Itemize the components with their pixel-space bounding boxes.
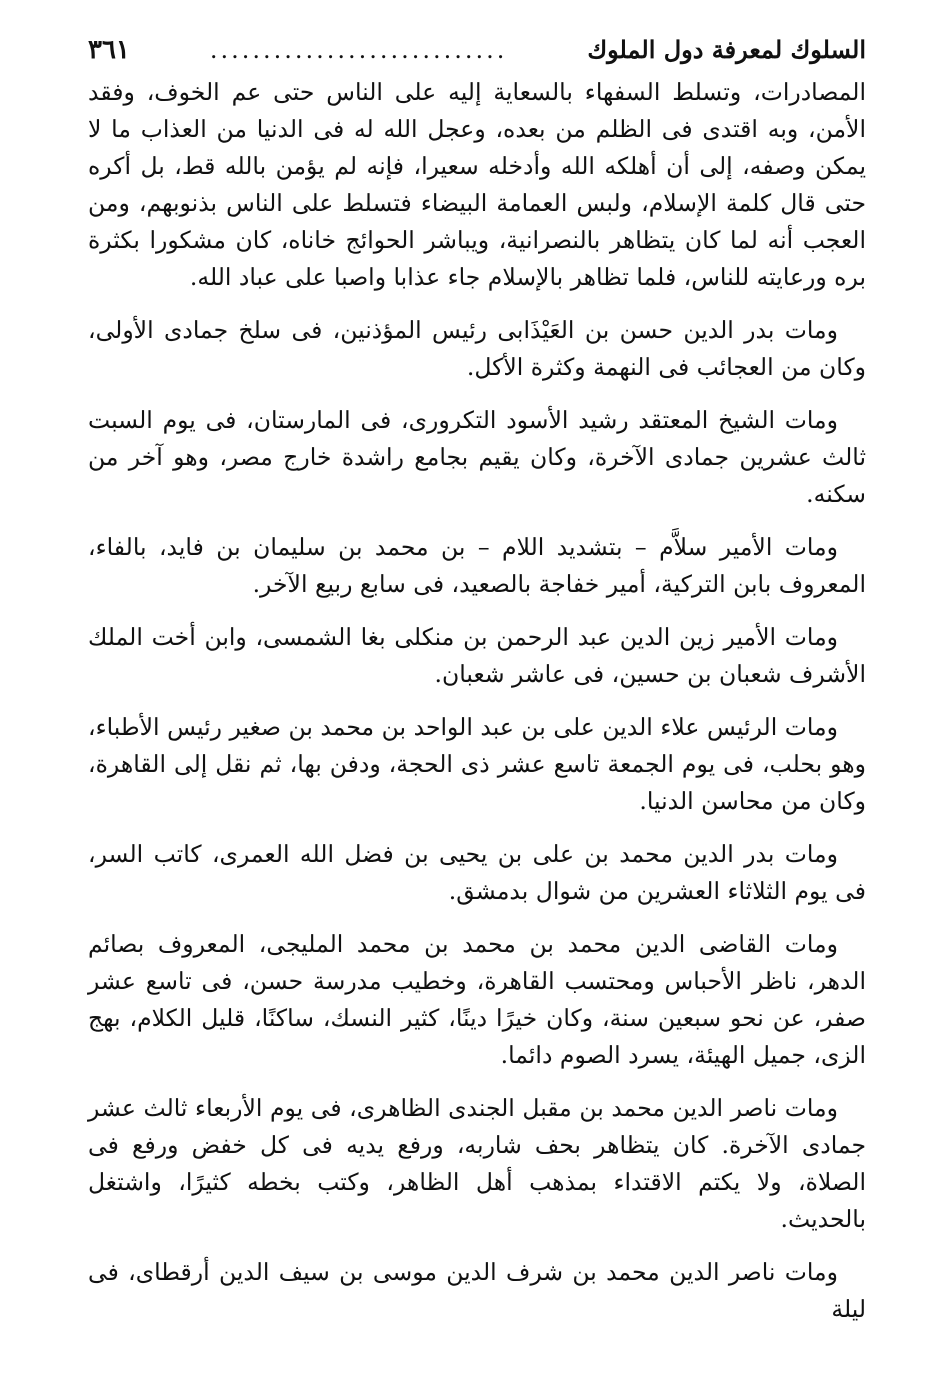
paragraph-obituary-nasir-muqbil: ومات ناصر الدين محمد بن مقبل الجندى الظاهرى، فى يوم الأربعاء ثالث عشر جمادى الآخرة. كان يتظاهر بحف شاربه، ورفع يديه فى كل خفض ورفع فى الصلاة، ولا يكتم الاقتداء بمذهب أهل الظاهر، وكتب بخطه كثيرًا، واشتغل بالحديث.: [88, 1094, 867, 1233]
paragraph-obituary-alaa: ومات الرئيس علاء الدين على بن عبد الواحد بن محمد بن صغير رئيس الأطباء، وهو بحلب، فى يوم الجمعة تاسع عشر ذى الحجة، ودفن بها، ثم نقل إلى القاهرة، وكان من محاسن الدنيا.: [88, 713, 866, 815]
book-page: [88, 28, 866, 1368]
paragraph-obituary-badr-muhammad: ومات بدر الدين محمد بن على بن يحيى بن فضل الله العمرى، كاتب السر، فى يوم الثلاثاء العشرين من شوال بدمشق.: [88, 840, 866, 905]
paragraph-obituary-sallam: ومات الأمير سلاَّم – بتشديد اللام – بن محمد بن سليمان بن فايد، بالفاء، المعروف بابن التركية، أمير خفاجة بالصعيد، فى سابع ربيع الآخر.: [88, 533, 866, 598]
running-header: [88, 28, 866, 72]
paragraph-obituary-zayn: ومات الأمير زين الدين عبد الرحمن بن منكلى بغا الشمسى، وابن أخت الملك الأشرف شعبان بن حسين، فى عاشر شعبان.: [88, 623, 866, 688]
paragraph-obituary-maliji: ومات القاضى الدين محمد بن محمد بن محمد المليجى، المعروف بصائم الدهر، ناظر الأحباس ومحتسب القاهرة، وخطيب مدرسة حسن، فى تاسع عشر صفر، عن نحو سبعين سنة، وكان خيرًا دينًا، كثير النسك، ساكنًا، قليل الكلام، بهج الزى، جميل الهيئة، يسرد الصوم دائما.: [88, 930, 866, 1069]
paragraph-obituary-badr-hasan: ومات بدر الدين حسن بن العَيْذَابى رئيس المؤذنين، فى سلخ جمادى الأولى، وكان من العجائب فى النهمة وكثرة الأكل.: [88, 316, 866, 381]
paragraph-continuation: المصادرات، وتسلط السفهاء بالسعاية إليه على الناس حتى عم الخوف، وفقد الأمن، وبه اقتدى فى الظلم من بعده، وعجل الله له فى الدنيا من العذاب ما لا يمكن وصفه، إلى أن أهلكه الله وأدخله سعيرا، فإنه لم يؤمن بالله قط، بل أكره حتى قال كلمة الإسلام، ولبس العمامة البيضاء فتسلط على الناس بذنوبهم، ومن العجب أنه لما كان يتظاهر بالنصرانية، ويباشر الحوائج خاناه، كان مشكورا بكثرة بره ورعايته للناس، فلما تظاهر بالإسلام جاء عذابا واصبا على عباد الله.: [88, 78, 866, 291]
paragraph-obituary-nasir-musa: ومات ناصر الدين محمد بن شرف الدين موسى بن سيف الدين أرقطاى، فى ليلة: [88, 1258, 866, 1323]
book-title: السلوك لمعرفة دول الملوك: [587, 35, 866, 64]
paragraph-obituary-rashid: ومات الشيخ المعتقد رشيد الأسود التكرورى، فى المارستان، فى يوم السبت ثالث عشرين جمادى الآخرة، وكان يقيم بجامع راشدة خارج مصر، وهو آخر من سكنه.: [88, 406, 866, 508]
leader-dots: ............................: [209, 36, 508, 64]
page-number: ٣٦١: [88, 35, 130, 65]
